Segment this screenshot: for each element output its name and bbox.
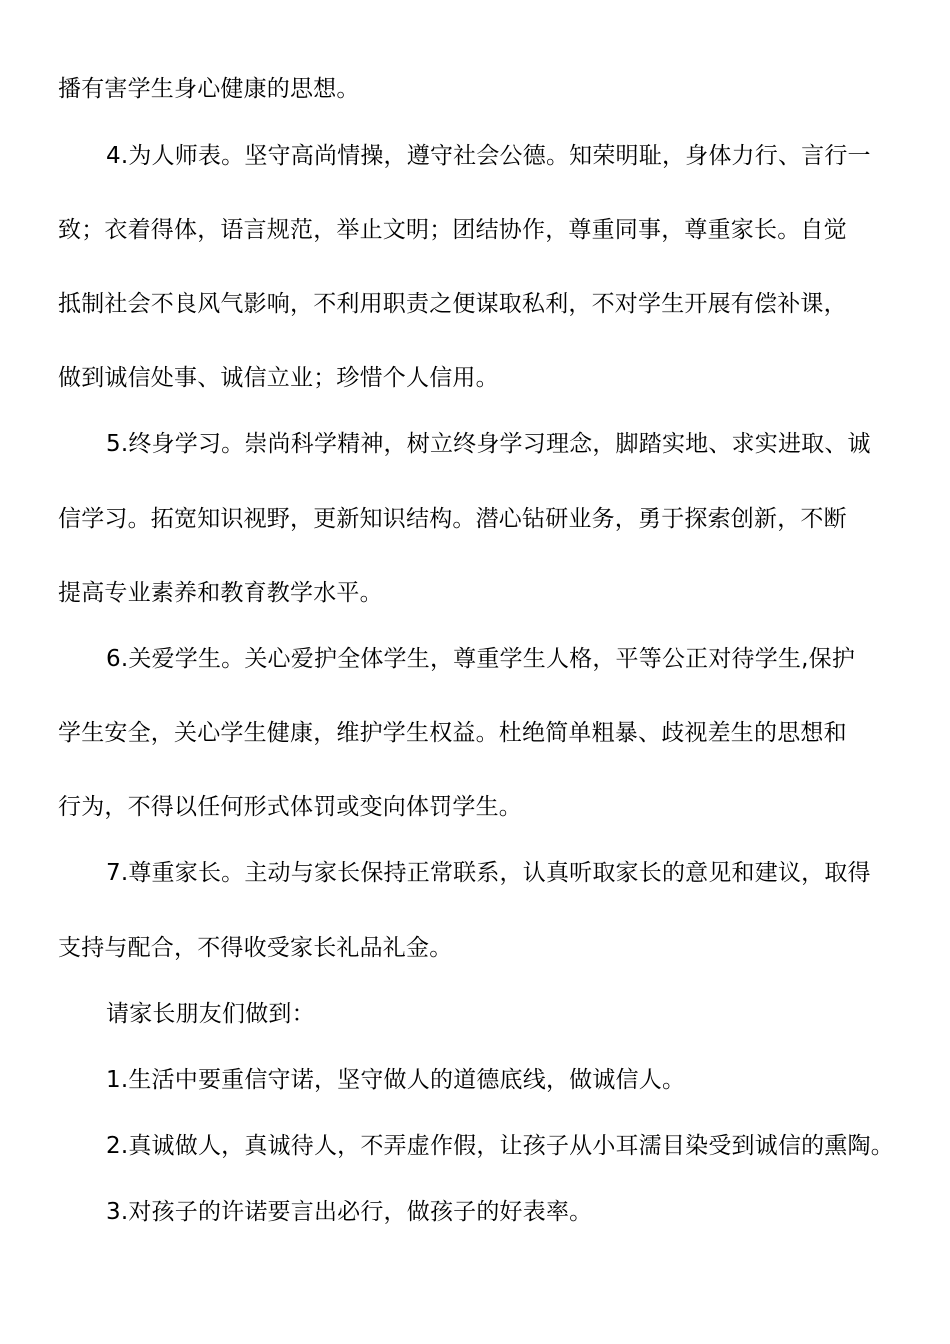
paragraph-line: 7.尊重家长。主动与家长保持正常联系，认真听取家长的意见和建议，取得 (106, 860, 871, 886)
list-item: 1.生活中要重信守诺，坚守做人的道德底线，做诚信人。 (106, 1067, 686, 1093)
list-item: 3.对孩子的许诺要言出必行，做孩子的好表率。 (106, 1199, 593, 1225)
paragraph-line: 抵制社会不良风气影响，不利用职责之便谋取私利，不对学生开展有偿补课， (58, 291, 847, 317)
paragraph-line: 信学习。拓宽知识视野，更新知识结构。潜心钻研业务，勇于探索创新，不断 (58, 506, 847, 532)
paragraph-line: 5.终身学习。崇尚科学精神，树立终身学习理念，脚踏实地、求实进取、诚 (106, 431, 871, 457)
paragraph-line: 支持与配合，不得收受家长礼品礼金。 (58, 935, 453, 961)
paragraph-line: 6.关爱学生。关心爱护全体学生，尊重学生人格，平等公正对待学生,保护 (106, 646, 856, 672)
paragraph-line: 做到诚信处事、诚信立业；珍惜个人信用。 (58, 365, 499, 391)
paragraph-line: 行为，不得以任何形式体罚或变向体罚学生。 (58, 794, 522, 820)
paragraph-line: 致；衣着得体，语言规范，举止文明；团结协作，尊重同事，尊重家长。自觉 (58, 217, 847, 243)
paragraph-line: 学生安全，关心学生健康，维护学生权益。杜绝简单粗暴、歧视差生的思想和 (58, 720, 847, 746)
paragraph-line: 4.为人师表。坚守高尚情操，遵守社会公德。知荣明耻，身体力行、言行一 (106, 143, 871, 169)
list-item: 2.真诚做人，真诚待人，不弄虚作假，让孩子从小耳濡目染受到诚信的熏陶。 (106, 1133, 894, 1159)
section-heading: 请家长朋友们做到： (106, 1001, 315, 1027)
paragraph-line: 播有害学生身心健康的思想。 (58, 76, 360, 102)
paragraph-line: 提高专业素养和教育教学水平。 (58, 580, 383, 606)
